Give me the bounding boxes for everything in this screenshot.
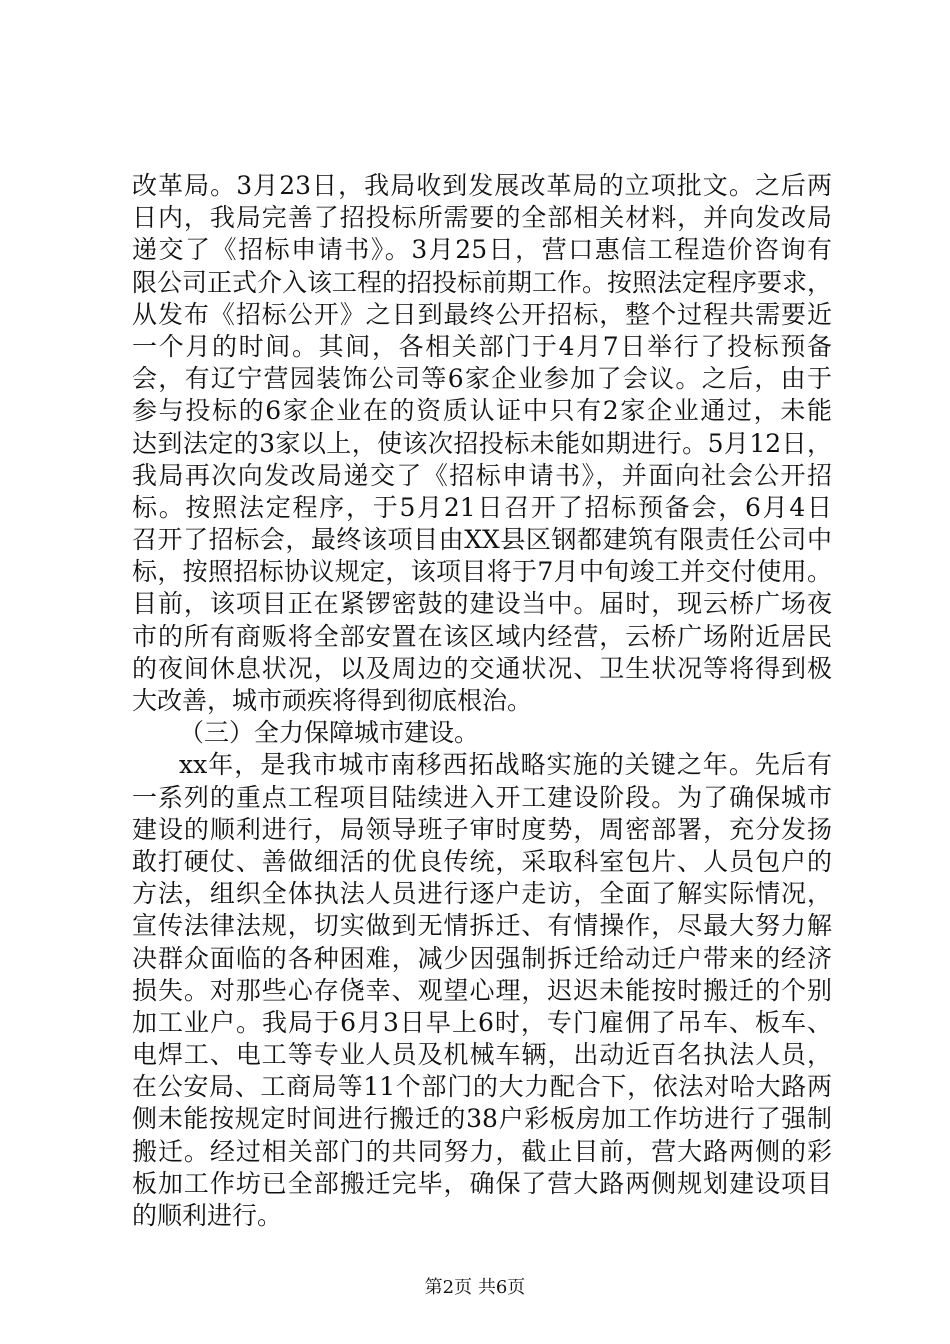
text-line: 大改善，城市顽疾将得到彻底根治。 [132,686,533,715]
text-line: 我局再次向发改局递交了《招标申请书》，并面向社会公开招 [132,460,832,490]
text-line: 建设的顺利进行，局领导班子审时度势，周密部署，充分发扬 [132,814,832,844]
text-line: 递交了《招标申请书》。3月25日，营口惠信工程造价咨询有 [132,235,832,265]
text-line: 决群众面临的各种困难，减少因强制拆迁给动迁户带来的经济 [132,943,832,973]
text-line: 一个月的时间。其间，各相关部门于4月7日举行了投标预备 [132,331,832,361]
text-line: 标。按照法定程序，于5月21日召开了招标预备会，6月4日 [132,492,832,522]
text-line: 损失。对那些心存侥幸、观望心理，迟迟未能按时搬迁的个别 [132,975,832,1005]
text-line: 在公安局、工商局等11个部门的大力配合下，依法对哈大路两 [132,1072,832,1102]
text-line: 的顺利进行。 [132,1201,283,1230]
text-line: 限公司正式介入该工程的招投标前期工作。按照法定程序要求， [132,267,833,297]
text-line: 电焊工、电工等专业人员及机械车辆，出动近百名执法人员， [132,1040,832,1070]
text-line: 日内，我局完善了招投标所需要的全部相关材料，并向发改局 [132,203,832,233]
page-number-label: 第2页 共6页 [424,1277,526,1298]
text-line: 宣传法律法规，切实做到无情拆迁、有情操作，尽最大努力解 [132,911,832,941]
text-line: 标，按照招标协议规定，该项目将于7月中旬竣工并交付使用。 [132,557,832,587]
text-line: 侧未能按规定时间进行搬迁的38户彩板房加工作坊进行了强制 [132,1104,832,1134]
text-line: 改革局。3月23日，我局收到发展改革局的立项批文。之后两 [132,171,832,200]
text-line: 板加工作坊已全部搬迁完毕，确保了营大路两侧规划建设项目 [132,1168,832,1198]
text-line: 方法，组织全体执法人员进行逐户走访，全面了解实际情况， [132,879,832,909]
body-text [132,170,832,1232]
text-line: 会，有辽宁营园装饰公司等6家企业参加了会议。之后，由于 [132,364,832,394]
text-line: 敢打硬仗、善做细活的优良传统，采取科室包片、人员包户的 [132,846,832,876]
text-line: 从发布《招标公开》之日到最终公开招标，整个过程共需要近 [132,299,832,329]
page-footer [0,1276,950,1300]
text-line: 召开了招标会，最终该项目由XX县区钢都建筑有限责任公司中 [132,525,832,555]
text-line: 目前，该项目正在紧锣密鼓的建设当中。届时，现云桥广场夜 [132,589,832,619]
text-line: 达到法定的3家以上，使该次招投标未能如期进行。5月12日， [132,428,832,458]
text-line: 参与投标的6家企业在的资质认证中只有2家企业通过，未能 [132,396,832,426]
text-line: 搬迁。经过相关部门的共同努力，截止目前，营大路两侧的彩 [132,1136,832,1166]
text-line: 的夜间休息状况，以及周边的交通状况、卫生状况等将得到极 [132,653,832,683]
text-line: 一系列的重点工程项目陆续进入开工建设阶段。为了确保城市 [132,782,832,812]
text-line: 加工业户。我局于6月3日早上6时，专门雇佣了吊车、板车、 [132,1007,832,1037]
section-heading: （三）全力保障城市建设。 [179,718,480,748]
text-line: 市的所有商贩将全部安置在该区域内经营，云桥广场附近居民 [132,621,832,651]
text-line: xx年，是我市城市南移西拓战略实施的关键之年。先后有 [179,750,832,780]
